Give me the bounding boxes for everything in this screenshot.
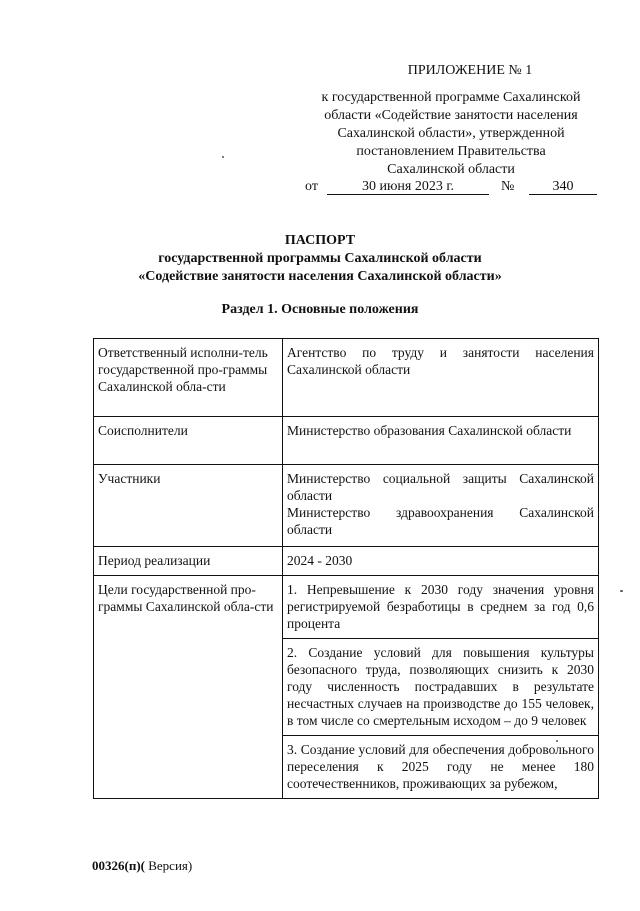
appendix-line: к государственной программе Сахалинской — [321, 90, 581, 105]
row-label: Цели государственной про-граммы Сахалинской обла-сти — [94, 576, 283, 799]
passport-program-name: «Содействие занятости населения Сахалинской области» — [138, 269, 502, 284]
passport-table — [93, 338, 599, 799]
participant: Министерство здравоохранения Сахалинской области — [287, 505, 594, 537]
passport-title: ПАСПОРТ — [284, 233, 356, 248]
appendix-line: области «Содействие занятости населения — [324, 108, 578, 123]
goal-item: 2. Создание условий для повышения культуры безопасного труда, позволяющих снизить к 2030 году численность пострадавших в результате несчастных случаев на производстве до 155 человек, в том числе со смертельным исходом – до 9 человек — [283, 639, 599, 736]
appendix-line: постановлением Правительства — [356, 144, 546, 159]
row-label: Период реализации — [94, 547, 283, 576]
document-code-number: 00326(п)( — [92, 858, 145, 873]
date-label: от — [305, 179, 318, 194]
table-row — [94, 547, 599, 576]
passport-title-block — [0, 232, 640, 286]
row-value: Министерство образования Сахалинской области — [283, 417, 599, 465]
document-code — [92, 858, 192, 874]
row-value: Агентство по труду и занятости населения Сахалинской области — [283, 339, 599, 417]
row-label: Ответственный исполни-тель государственной про-граммы Сахалинской обла-сти — [94, 339, 283, 417]
table-row — [94, 465, 599, 547]
passport-subtitle: государственной программы Сахалинской области — [158, 251, 482, 266]
row-label: Участники — [94, 465, 283, 547]
scan-speck — [620, 590, 623, 592]
section-title: Раздел 1. Основные положения — [221, 302, 419, 317]
row-value: 2024 - 2030 — [283, 547, 599, 576]
row-label: Соисполнители — [94, 417, 283, 465]
table-row — [94, 417, 599, 465]
row-value — [283, 465, 599, 547]
decree-number: 340 — [529, 178, 597, 195]
appendix-line: Сахалинской области», утвержденной — [337, 126, 565, 141]
participant: Министерство социальной защиты Сахалинской области — [287, 471, 594, 503]
decree-date: 30 июня 2023 г. — [327, 178, 489, 195]
goal-item: 3. Создание условий для обеспечения добровольного переселения к 2025 году не менее 180 соотечественников, проживающих за рубежом, — [283, 736, 599, 799]
table-row — [94, 339, 599, 417]
scan-speck — [222, 156, 224, 158]
document-version: Версия) — [148, 858, 193, 873]
appendix-line: Сахалинской области — [387, 162, 515, 177]
appendix-title: ПРИЛОЖЕНИЕ № 1 — [407, 63, 533, 78]
table-row — [94, 576, 599, 639]
appendix-header — [305, 62, 597, 179]
goal-item: 1. Непревышение к 2030 году значения уровня регистрируемой безработицы в среднем за год 0,6 процента — [283, 576, 599, 639]
scan-speck — [556, 740, 558, 742]
number-label: № — [501, 179, 515, 194]
